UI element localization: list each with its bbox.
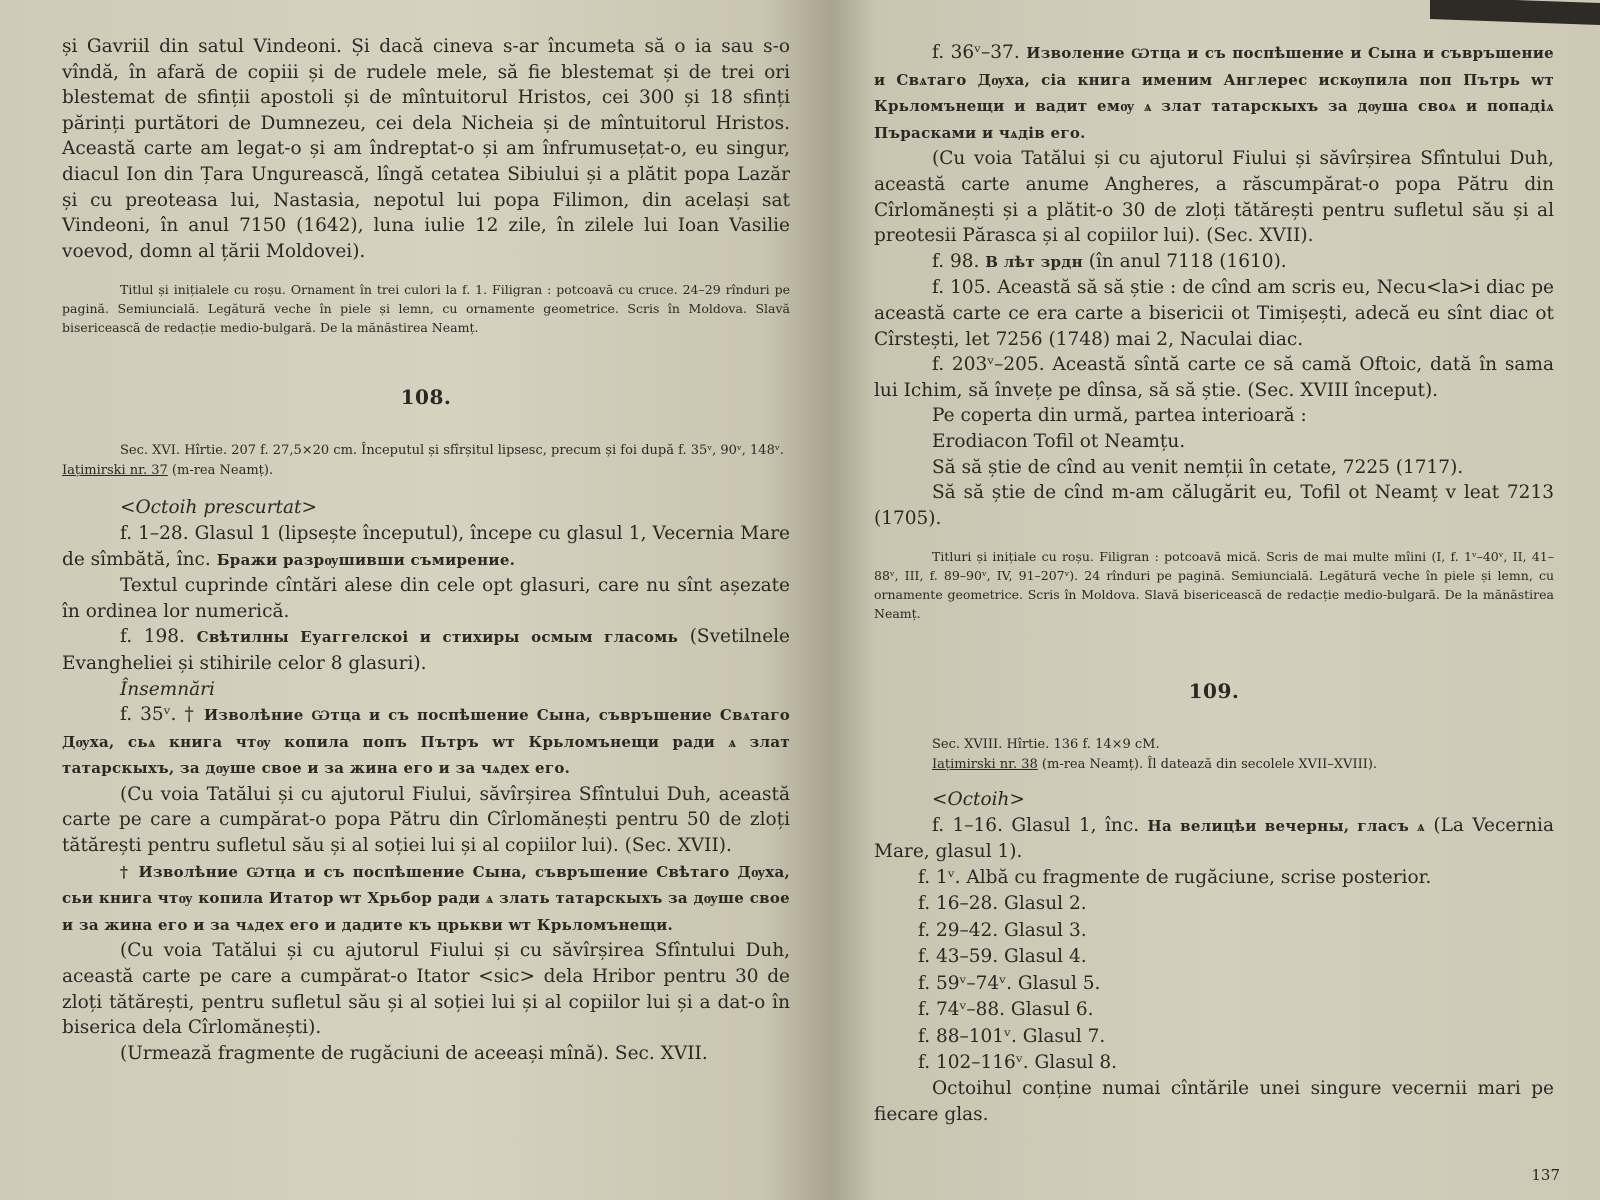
- entry-108-cont-p3: [874, 249, 1554, 276]
- r-p1-text: f. 36ᵛ–37.: [932, 42, 1027, 63]
- entry-108-insemnari: Însemnări: [120, 678, 215, 700]
- entry-109-meta: Sec. XVIII. Hîrtie. 136 f. 14×9 cM.: [932, 737, 1160, 753]
- entry-108-cont-p5: f. 203ᵛ–205. Această sîntă carte ce să camă Oftoic, dată în sama lui Ichim, să învețe pe dînsa, să să știe. (Sec. XVIII început).: [874, 354, 1554, 401]
- entry-109-ref-link: Iațimirski nr. 38: [932, 757, 1038, 773]
- page-number: 137: [1531, 1166, 1560, 1184]
- entry-109-l5: f. 43–59. Glasul 4.: [918, 946, 1087, 968]
- entry-108-title: <Octoih prescurtat>: [120, 497, 317, 519]
- right-description-note: Titluri și inițiale cu roșu. Filigran : potcoavă mică. Scris de mai multe mîini (I, f. 1ᵛ–40ᵛ, II, 41–88ᵛ, III, f. 89–90ᵛ, IV, 91–207ᵛ). 24 rînduri pe pagină. Semiuncială. Legătură veche în piele și lemn, cu ornamente geometrice. Scris în Moldova. Slavă bisericească de redacție medio-bulgară. De la mănăstirea Neamț.: [874, 549, 1554, 622]
- left-description-note: Titlul și inițialele cu roșu. Ornament în trei culori la f. 1. Filigran : potcoavă cu cruce. 24–29 rînduri pe pagină. Semiuncială. Legătură veche în piele și lemn, cu ornamente geometrice. Scris în Moldova. Slavă bisericească de redacție medio-bulgară. De la mănăstirea Neamț.: [62, 282, 790, 336]
- entry-109-l8: f. 88–101ᵛ. Glasul 7.: [918, 1025, 1106, 1047]
- entry-108-p2: Textul cuprinde cîntări alese din cele opt glasuri, care nu sînt așezate în ordinea lor numerică.: [62, 575, 790, 622]
- p4-text: f. 35ᵛ. †: [120, 704, 204, 726]
- entry-108-cont-p2: (Cu voia Tatălui și cu ajutorul Fiului și săvîrșirea Sfîntului Duh, această carte anume Angheres, a răscumpărat-o popa Pătru din Cîrlomănești și a plătit-o 30 de zloți tătărești pentru sufletul său și al preotesii Părasca și al copiilor lui). (Sec. XVII).: [874, 148, 1554, 247]
- entry-108-p6: [62, 859, 790, 939]
- p4-cyrillic: Изволѣние Ѡтца и съ поспѣшение Сына, съвръшение Свѧтаго Дѹха, сьѧ книга чтѹ копила попъ Пътръ wт Крьломънещи ради ѧ злат татарскыхъ, за дѹше свое и за жина его и за чѧдех его.: [62, 706, 790, 778]
- entry-108-cont-p9: Să să știe de cînd m-am călugărit eu, Tofil ot Neamț v leat 7213 (1705).: [874, 482, 1554, 529]
- entry-109-l3: f. 16–28. Glasul 2.: [918, 893, 1087, 915]
- background-edge: [1430, 0, 1600, 25]
- entry-number-109: 109.: [1188, 679, 1240, 704]
- p3-text: f. 198.: [120, 626, 197, 648]
- entry-109-l2: f. 1ᵛ. Albă cu fragmente de rugăciune, scrise posterior.: [918, 867, 1432, 889]
- entry-108-p8: (Urmează fragmente de rugăciuni de aceeași mînă). Sec. XVII.: [120, 1042, 708, 1064]
- entry-109-l1: [874, 813, 1554, 865]
- entry-109-l6: f. 59ᵛ–74ᵛ. Glasul 5.: [918, 972, 1101, 994]
- r-p3-cyrillic: В лѣт зрдн: [985, 252, 1083, 271]
- entry-109-reference: [874, 755, 1554, 775]
- l1-text-b: (La Vecernia Mare, glasul 1).: [874, 814, 1555, 863]
- r-p1-cyrillic: Изволение Ѡтца и съ поспѣшение и Сына и съвръшение и Свѧтаго Дѹха, сіа книга именим Англерес искѹпила поп Пътрь wт Крьломънещи и вадит емѹ ѧ злат татарскыхъ за дѹша своѧ и попадіѧ Пърасками и чѧдів его.: [874, 44, 1554, 142]
- right-page: [830, 0, 1600, 1200]
- p3-cyrillic: Свѣтилны Еуаггелскоі и стихиры осмым гласомь: [196, 628, 679, 647]
- entry-109-ref-rest: (m-rea Neamț). Îl datează din secolele XVII–XVIII).: [1037, 757, 1378, 773]
- entry-108-cont-p6: Pe coperta din urmă, partea interioară :: [932, 405, 1307, 427]
- entry-108-reference: [62, 461, 790, 481]
- entry-108-ref-rest: (m-rea Neamț).: [167, 463, 274, 479]
- entry-108-p4: [62, 702, 790, 782]
- p1-text: f. 1–28. Glasul 1 (lipsește începutul), începe cu glasul 1, Vecernia Mare de sîmbătă, înc.: [62, 522, 790, 570]
- entry-109-title: <Octoih>: [932, 789, 1025, 811]
- p3-text-b: (Svetilnele Evangheliei și stihirile celor 8 glasuri).: [62, 626, 791, 674]
- entry-109-l7: f. 74ᵛ–88. Glasul 6.: [918, 999, 1094, 1021]
- entry-108-ref-link: Iațimirski nr. 37: [62, 463, 168, 479]
- entry-109-l4: f. 29–42. Glasul 3.: [918, 919, 1087, 941]
- entry-108-cont-p4: f. 105. Această să să știe : de cînd am scris eu, Necu<la>i diac pe această carte ce era carte a bisericii ot Timișești, adecă eu sînt diac ot Cîrstești, let 7256 (1748) mai 2, Naculai diac.: [874, 277, 1554, 350]
- entry-109-l9: f. 102–116ᵛ. Glasul 8.: [918, 1051, 1118, 1073]
- l1-cyrillic: На велицѣи вечерны, гласъ ѧ: [1147, 816, 1425, 835]
- p6-cyrillic: † Изволѣние Ѡтца и съ поспѣшение Сына, съвръшение Свѣтаго Дѹха, сьи книга чтѹ копила Итатор wт Хрьбор ради ѧ злать татарскыхъ за дѹше свое и за жина его и за чѧдех его и дадите къ црькви wт Крьломънещи.: [62, 862, 790, 934]
- l1-text: f. 1–16. Glasul 1, înc.: [932, 814, 1148, 836]
- entry-108-p7: (Cu voia Tatălui și cu ajutorul Fiului și cu săvîrșirea Sfîntului Duh, această carte pe care a cumpărat-o Itator <sic> dela Hribor pentru 30 de zloți tătărești, pentru sufletul său și al soției lui și al copiilor lui și a dat-o în biserica dela Cîrlomănești).: [62, 940, 790, 1039]
- entry-108-p3: [62, 624, 790, 676]
- entry-108-p5: (Cu voia Tatălui și cu ajutorul Fiului, săvîrșirea Sfîntului Duh, această carte pe care a cumpărat-o popa Pătru din Cîrlomănești pentru 50 de zloți tătărești pentru sufletul său și al soției lui și al copiilor lui). (Sec. XVII).: [62, 783, 790, 857]
- r-p3-text-b: (în anul 7118 (1610).: [1082, 250, 1287, 272]
- r-p3-text: f. 98.: [932, 250, 986, 272]
- entry-number-108: 108.: [400, 385, 452, 410]
- entry-108-meta: Sec. XVI. Hîrtie. 207 f. 27,5×20 cm. Începutul și sfîrșitul lipsesc, precum și foi după f. 35ᵛ, 90ᵛ, 148ᵛ.: [120, 443, 784, 459]
- entry-109-p10: Octoihul conține numai cîntările unei singure vecernii mari pe fiecare glas.: [874, 1078, 1554, 1125]
- entry-108-cont-p8: Să să știe de cînd au venit nemții în cetate, 7225 (1717).: [932, 456, 1464, 478]
- entry-108-cont-p7: Erodiacon Tofil ot Neamțu.: [932, 430, 1186, 452]
- entry-108-cont-p1: [874, 40, 1554, 146]
- p1-cyrillic: Бражи разрѹшивши съмирение.: [216, 550, 516, 569]
- entry-108-p1: [62, 521, 790, 573]
- left-top-paragraph: și Gavriil din satul Vindeoni. Și dacă cineva s-ar încumeta să o ia sau s-o vîndă, în afară de copiii și de rudele mele, să fie blestemat și de trei ori blestemat de sfinții apostoli și de mîntuitorul Hristos, cei 300 și 18 sfinți părinți purtători de Dumnezeu, cei dela Nicheia și de mîntuitorul Hristos. Această carte am legat-o și am îndreptat-o și am înfrumusețat-o, eu singur, diacul Ion din Țara Ungurească, lîngă cetatea Sibiului și a plătit popa Lazăr și cu preoteasa lui, Nastasia, nepotul lui popa Filimon, din același sat Vindeoni, în anul 7150 (1642), luna iulie 12 zile, în zilele lui Ioan Vasilie voevod, domn al țării Moldovei).: [62, 36, 790, 262]
